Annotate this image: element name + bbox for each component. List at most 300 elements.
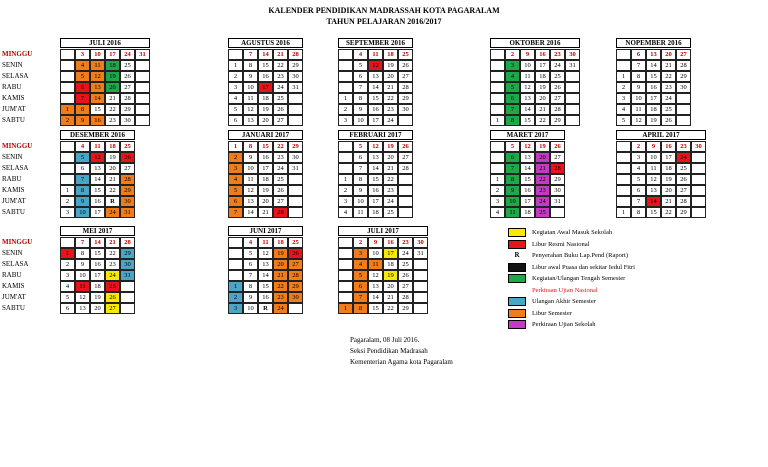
date-cell: 14 xyxy=(520,104,535,115)
legend-label: Ulangan Akhir Semester xyxy=(532,298,596,305)
date-cell: 24 xyxy=(120,49,135,60)
date-cell: 30 xyxy=(676,82,691,93)
legend-swatch xyxy=(508,228,526,237)
date-cell: 20 xyxy=(273,259,288,270)
date-cell: 17 xyxy=(646,93,661,104)
date-cell: 30 xyxy=(550,185,565,196)
date-cell: 4 xyxy=(60,281,75,292)
date-cell xyxy=(338,270,353,281)
date-cell xyxy=(338,259,353,270)
date-cell: 10 xyxy=(75,207,90,218)
date-cell: 7 xyxy=(631,60,646,71)
date-cell xyxy=(338,237,353,248)
date-cell: 24 xyxy=(661,93,676,104)
date-cell: 25 xyxy=(661,104,676,115)
date-cell: 3 xyxy=(228,303,243,314)
date-cell: 17 xyxy=(383,248,398,259)
date-cell: 20 xyxy=(661,185,676,196)
date-cell: 21 xyxy=(273,49,288,60)
date-cell: 2 xyxy=(60,196,75,207)
day-label: MINGGU xyxy=(2,142,33,150)
date-cell: 26 xyxy=(398,270,413,281)
date-cell: 4 xyxy=(353,259,368,270)
date-cell: 26 xyxy=(676,174,691,185)
date-cell: 26 xyxy=(273,185,288,196)
date-cell: 23 xyxy=(273,292,288,303)
date-cell: 9 xyxy=(353,104,368,115)
date-cell xyxy=(490,152,505,163)
date-cell xyxy=(490,49,505,60)
month-title: JANUARI 2017 xyxy=(228,130,303,140)
date-cell: 24 xyxy=(273,163,288,174)
day-label: JUM'AT xyxy=(2,293,26,301)
date-cell: 29 xyxy=(288,60,303,71)
date-cell: 24 xyxy=(398,248,413,259)
date-cell: 4 xyxy=(490,207,505,218)
month-title: JULI 2016 xyxy=(60,38,150,48)
date-cell: 13 xyxy=(520,93,535,104)
date-cell: 22 xyxy=(105,185,120,196)
date-cell: 3 xyxy=(490,196,505,207)
date-cell: 31 xyxy=(550,196,565,207)
date-cell: 20 xyxy=(105,82,120,93)
date-cell: 10 xyxy=(243,163,258,174)
date-cell: 17 xyxy=(258,82,273,93)
date-cell: 1 xyxy=(490,174,505,185)
date-cell: 11 xyxy=(631,104,646,115)
raport-marker: R xyxy=(110,198,115,205)
date-cell: 5 xyxy=(75,152,90,163)
date-cell: 12 xyxy=(75,292,90,303)
date-cell: 3 xyxy=(505,60,520,71)
date-cell: 7 xyxy=(75,93,90,104)
date-cell: 5 xyxy=(505,82,520,93)
legend-label: Libur Semester xyxy=(532,309,572,317)
date-cell: 10 xyxy=(75,270,90,281)
date-cell: 27 xyxy=(398,152,413,163)
date-cell: 6 xyxy=(505,93,520,104)
date-cell: 20 xyxy=(383,281,398,292)
date-cell: 29 xyxy=(676,71,691,82)
date-cell: 12 xyxy=(90,71,105,82)
date-cell: 29 xyxy=(398,93,413,104)
date-cell: 22 xyxy=(383,174,398,185)
date-cell: 30 xyxy=(565,49,580,60)
date-cell: 10 xyxy=(353,196,368,207)
date-cell: 26 xyxy=(120,71,135,82)
date-cell: 2 xyxy=(60,259,75,270)
day-label: KAMIS xyxy=(2,94,25,102)
date-cell: 23 xyxy=(398,237,413,248)
legend-swatch xyxy=(508,286,526,295)
date-cell: 26 xyxy=(661,115,676,126)
date-cell: 24 xyxy=(105,270,120,281)
date-cell xyxy=(135,60,150,71)
date-cell: 20 xyxy=(383,71,398,82)
date-cell: 22 xyxy=(661,207,676,218)
date-cell xyxy=(60,49,75,60)
date-cell: 12 xyxy=(368,60,383,71)
month-title: SEPTEMBER 2016 xyxy=(338,38,413,48)
date-cell: 14 xyxy=(258,270,273,281)
date-cell xyxy=(288,303,303,314)
date-cell: 28 xyxy=(288,49,303,60)
date-cell: 17 xyxy=(90,270,105,281)
day-label: SABTU xyxy=(2,116,25,124)
date-cell xyxy=(288,104,303,115)
date-cell: 22 xyxy=(273,60,288,71)
date-cell: 25 xyxy=(120,141,135,152)
date-cell: 16 xyxy=(90,196,105,207)
date-cell xyxy=(338,49,353,60)
date-cell: 5 xyxy=(616,115,631,126)
date-cell: 2 xyxy=(338,185,353,196)
date-cell: 30 xyxy=(691,141,706,152)
date-cell: 17 xyxy=(90,207,105,218)
date-cell: 20 xyxy=(383,152,398,163)
date-cell: 1 xyxy=(228,141,243,152)
date-cell: 27 xyxy=(288,259,303,270)
date-cell: 18 xyxy=(105,60,120,71)
date-cell: 16 xyxy=(646,82,661,93)
date-cell: 14 xyxy=(368,292,383,303)
legend-swatch xyxy=(508,309,526,318)
date-cell xyxy=(490,60,505,71)
date-cell: 31 xyxy=(288,82,303,93)
date-cell: 5 xyxy=(60,292,75,303)
date-cell: 25 xyxy=(398,259,413,270)
date-cell: 9 xyxy=(243,152,258,163)
date-cell: 2 xyxy=(228,292,243,303)
date-cell: 20 xyxy=(535,152,550,163)
date-cell: 19 xyxy=(661,174,676,185)
date-cell: 24 xyxy=(273,303,288,314)
date-cell: 8 xyxy=(243,141,258,152)
date-cell: 25 xyxy=(383,207,398,218)
date-cell: 11 xyxy=(368,259,383,270)
date-cell: 22 xyxy=(661,71,676,82)
date-cell: 10 xyxy=(646,152,661,163)
date-cell: 28 xyxy=(120,174,135,185)
date-cell: 28 xyxy=(398,163,413,174)
date-cell: 13 xyxy=(90,82,105,93)
date-cell: 11 xyxy=(353,207,368,218)
date-cell: 16 xyxy=(368,185,383,196)
date-cell: 31 xyxy=(565,60,580,71)
date-cell: 1 xyxy=(60,185,75,196)
date-cell xyxy=(228,237,243,248)
date-cell: 9 xyxy=(631,82,646,93)
date-cell xyxy=(60,152,75,163)
date-cell xyxy=(676,93,691,104)
date-cell: 12 xyxy=(631,115,646,126)
date-cell: 23 xyxy=(273,152,288,163)
date-cell xyxy=(288,115,303,126)
date-cell xyxy=(490,82,505,93)
date-cell: 9 xyxy=(75,196,90,207)
date-cell: 9 xyxy=(75,115,90,126)
date-cell xyxy=(691,152,706,163)
signature-office: Seksi Pendidikan Madrasah xyxy=(350,347,428,355)
date-cell xyxy=(565,115,580,126)
date-cell: 20 xyxy=(105,163,120,174)
legend-label: Kegiatan Awal Masuk Sekolah xyxy=(532,229,613,236)
date-cell: 11 xyxy=(243,174,258,185)
date-cell: 9 xyxy=(243,71,258,82)
date-cell: 19 xyxy=(258,185,273,196)
date-cell xyxy=(565,82,580,93)
date-cell xyxy=(338,281,353,292)
date-cell xyxy=(60,60,75,71)
date-cell xyxy=(691,174,706,185)
date-cell: 3 xyxy=(75,49,90,60)
date-cell: 4 xyxy=(616,104,631,115)
date-cell xyxy=(288,174,303,185)
date-cell: 17 xyxy=(368,115,383,126)
date-cell: 19 xyxy=(273,248,288,259)
date-cell: 5 xyxy=(75,71,90,82)
date-cell xyxy=(490,141,505,152)
date-cell xyxy=(105,196,120,207)
date-cell: 26 xyxy=(398,141,413,152)
date-cell: 30 xyxy=(413,237,428,248)
day-label: SELASA xyxy=(2,72,29,80)
month-title: MEI 2017 xyxy=(60,226,135,236)
date-cell: 23 xyxy=(550,49,565,60)
date-cell: 5 xyxy=(353,60,368,71)
date-cell: 30 xyxy=(288,152,303,163)
page-subtitle: TAHUN PELAJARAN 2016/2017 xyxy=(326,17,442,26)
day-label: KAMIS xyxy=(2,186,25,194)
date-cell: 7 xyxy=(353,82,368,93)
date-cell: 15 xyxy=(90,185,105,196)
date-cell: 21 xyxy=(258,207,273,218)
date-cell: 23 xyxy=(676,141,691,152)
date-cell: 8 xyxy=(353,303,368,314)
date-cell: 2 xyxy=(505,49,520,60)
date-cell: 13 xyxy=(90,163,105,174)
date-cell: 30 xyxy=(120,115,135,126)
date-cell: 12 xyxy=(368,141,383,152)
date-cell: 2 xyxy=(631,141,646,152)
date-cell: 26 xyxy=(550,82,565,93)
date-cell: 9 xyxy=(520,49,535,60)
date-cell: 8 xyxy=(75,248,90,259)
date-cell xyxy=(258,303,273,314)
date-cell: 2 xyxy=(60,115,75,126)
date-cell: 26 xyxy=(105,292,120,303)
date-cell: 4 xyxy=(353,49,368,60)
date-cell: 7 xyxy=(75,174,90,185)
date-cell: 14 xyxy=(90,174,105,185)
date-cell: 2 xyxy=(338,104,353,115)
date-cell: 16 xyxy=(258,71,273,82)
date-cell: 24 xyxy=(273,82,288,93)
date-cell xyxy=(565,71,580,82)
day-label: JUM'AT xyxy=(2,105,26,113)
date-cell: 27 xyxy=(398,71,413,82)
date-cell: 6 xyxy=(505,152,520,163)
date-cell: 13 xyxy=(243,196,258,207)
date-cell xyxy=(120,303,135,314)
date-cell: 26 xyxy=(550,141,565,152)
date-cell: 27 xyxy=(398,281,413,292)
date-cell: 29 xyxy=(398,303,413,314)
date-cell: 11 xyxy=(90,141,105,152)
date-cell: 18 xyxy=(535,71,550,82)
date-cell: 22 xyxy=(273,281,288,292)
date-cell: 25 xyxy=(120,60,135,71)
date-cell: 26 xyxy=(120,152,135,163)
date-cell xyxy=(413,292,428,303)
date-cell: 16 xyxy=(520,185,535,196)
date-cell xyxy=(60,174,75,185)
date-cell xyxy=(490,93,505,104)
legend-swatch xyxy=(508,240,526,249)
date-cell xyxy=(338,71,353,82)
date-cell xyxy=(413,270,428,281)
date-cell: 14 xyxy=(646,60,661,71)
date-cell: 15 xyxy=(368,93,383,104)
date-cell: 7 xyxy=(353,163,368,174)
date-cell: 30 xyxy=(398,104,413,115)
date-cell: 29 xyxy=(288,141,303,152)
date-cell: 18 xyxy=(383,259,398,270)
date-cell: 4 xyxy=(505,71,520,82)
date-cell: 1 xyxy=(490,115,505,126)
date-cell xyxy=(550,207,565,218)
date-cell: 27 xyxy=(676,49,691,60)
date-cell: 10 xyxy=(353,115,368,126)
date-cell xyxy=(691,196,706,207)
date-cell: 1 xyxy=(60,248,75,259)
date-cell: 7 xyxy=(228,207,243,218)
date-cell: 31 xyxy=(413,248,428,259)
signature-date: Pagaralam, 08 Juli 2016. xyxy=(350,336,420,344)
date-cell: 19 xyxy=(383,270,398,281)
date-cell: 21 xyxy=(105,237,120,248)
date-cell: 2 xyxy=(616,82,631,93)
date-cell: 15 xyxy=(646,71,661,82)
day-label: RABU xyxy=(2,271,22,279)
date-cell: 1 xyxy=(338,93,353,104)
date-cell xyxy=(676,115,691,126)
date-cell: 19 xyxy=(646,115,661,126)
date-cell: 15 xyxy=(258,281,273,292)
date-cell: 18 xyxy=(273,237,288,248)
date-cell: 10 xyxy=(243,82,258,93)
date-cell xyxy=(398,196,413,207)
date-cell: 15 xyxy=(368,174,383,185)
date-cell: 29 xyxy=(120,185,135,196)
date-cell: 29 xyxy=(120,104,135,115)
date-cell: 5 xyxy=(353,141,368,152)
date-cell: 1 xyxy=(338,303,353,314)
month-title: MARET 2017 xyxy=(490,130,565,140)
date-cell: 22 xyxy=(105,248,120,259)
date-cell xyxy=(338,141,353,152)
date-cell xyxy=(490,163,505,174)
date-cell: 23 xyxy=(383,104,398,115)
date-cell: 4 xyxy=(228,174,243,185)
date-cell xyxy=(120,292,135,303)
date-cell: 10 xyxy=(631,93,646,104)
date-cell: 1 xyxy=(616,207,631,218)
date-cell: 3 xyxy=(616,93,631,104)
date-cell xyxy=(691,207,706,218)
date-cell: 23 xyxy=(383,185,398,196)
date-cell: 24 xyxy=(550,60,565,71)
date-cell: 19 xyxy=(535,141,550,152)
date-cell: 23 xyxy=(105,259,120,270)
month-title: OKTOBER 2016 xyxy=(490,38,580,48)
raport-marker: R xyxy=(263,305,268,312)
date-cell: 25 xyxy=(288,237,303,248)
date-cell xyxy=(288,207,303,218)
date-cell xyxy=(135,115,150,126)
date-cell: 8 xyxy=(631,207,646,218)
date-cell: 28 xyxy=(288,270,303,281)
legend-swatch xyxy=(508,274,526,283)
date-cell: 25 xyxy=(398,49,413,60)
month-title: FEBRUARI 2017 xyxy=(338,130,413,140)
date-cell: 22 xyxy=(105,104,120,115)
date-cell: 20 xyxy=(535,93,550,104)
date-cell: 8 xyxy=(353,174,368,185)
date-cell: 10 xyxy=(520,60,535,71)
month-title: APRIL 2017 xyxy=(616,130,706,140)
date-cell: 24 xyxy=(105,207,120,218)
date-cell: 6 xyxy=(353,71,368,82)
date-cell: 14 xyxy=(368,82,383,93)
date-cell: 29 xyxy=(550,174,565,185)
date-cell: 13 xyxy=(520,152,535,163)
date-cell: 11 xyxy=(505,207,520,218)
date-cell: 12 xyxy=(368,270,383,281)
date-cell: 4 xyxy=(75,60,90,71)
date-cell: 7 xyxy=(505,163,520,174)
date-cell: 17 xyxy=(535,60,550,71)
date-cell: 6 xyxy=(631,185,646,196)
legend-swatch xyxy=(508,263,526,272)
date-cell xyxy=(288,196,303,207)
date-cell: 29 xyxy=(550,115,565,126)
date-cell: 15 xyxy=(258,60,273,71)
date-cell: 10 xyxy=(243,303,258,314)
date-cell: 4 xyxy=(75,141,90,152)
date-cell: 27 xyxy=(120,82,135,93)
date-cell: 6 xyxy=(228,196,243,207)
date-cell xyxy=(398,174,413,185)
date-cell: 19 xyxy=(90,292,105,303)
date-cell: 28 xyxy=(273,207,288,218)
date-cell: 14 xyxy=(258,49,273,60)
date-cell xyxy=(490,71,505,82)
date-cell xyxy=(60,237,75,248)
date-cell: 14 xyxy=(90,93,105,104)
date-cell: 4 xyxy=(228,93,243,104)
legend-label: Kegiatan/Ulangan Tengah Semester xyxy=(532,275,626,282)
day-label: SENIN xyxy=(2,153,23,161)
date-cell: 30 xyxy=(288,292,303,303)
date-cell: 2 xyxy=(228,71,243,82)
date-cell: 28 xyxy=(550,163,565,174)
date-cell: 16 xyxy=(90,115,105,126)
date-cell xyxy=(338,163,353,174)
date-cell: 27 xyxy=(273,196,288,207)
date-cell: 25 xyxy=(273,174,288,185)
date-cell: 28 xyxy=(676,196,691,207)
